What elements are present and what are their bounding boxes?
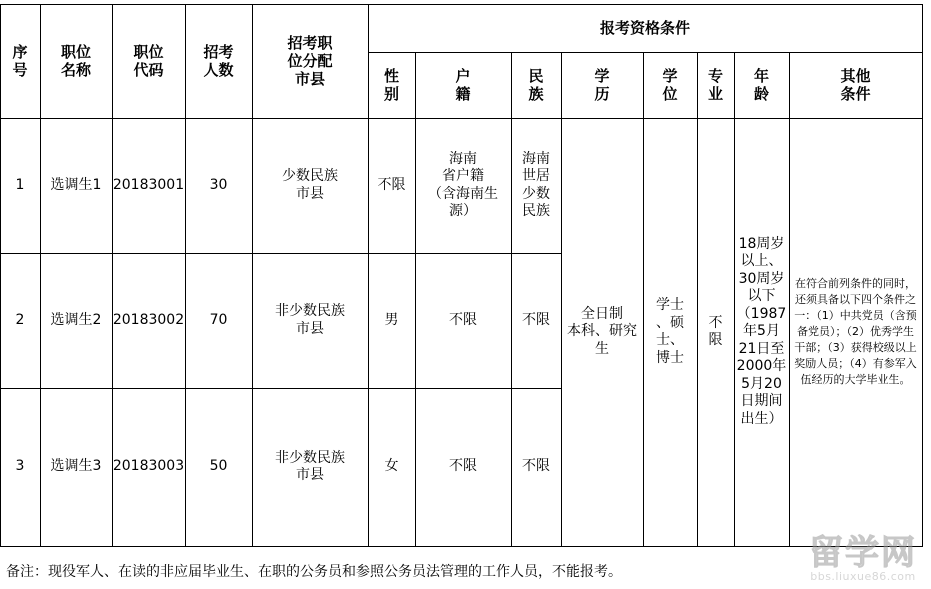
header-household: 户 籍 — [455, 67, 471, 103]
header-seq: 序 号 — [12, 43, 28, 79]
row1-name: 选调生1 — [50, 176, 102, 193]
row3-ethnicity: 不限 — [522, 458, 550, 475]
row2-count: 70 — [209, 311, 228, 328]
row2-name: 选调生2 — [50, 311, 102, 328]
row1-ethnicity: 海南 世居 少数 民族 — [522, 150, 550, 219]
other-conditions-merged: 在符合前列条件的同时，还须具备以下四个条件之一：（1）中共党员（含预备党员）；（2）优秀学生干部；（3）获得校级以上奖励人员；（4）有参军入伍经历的大学毕业生。 — [794, 277, 917, 386]
footnote: 备注：现役军人、在读的非应届毕业生、在职的公务员和参照公务员法管理的工作人员，不能报考。 — [6, 564, 622, 580]
header-recruit-count: 招考 人数 — [203, 43, 234, 79]
row3-code: 20183003 — [112, 458, 185, 475]
row3-location: 非少数民族 市县 — [275, 449, 345, 483]
education-merged: 全日制 本科、研究 生 — [567, 305, 637, 357]
header-position-name: 职位 名称 — [60, 43, 91, 79]
row2-seq: 2 — [15, 311, 25, 328]
row1-seq: 1 — [15, 176, 25, 193]
header-gender: 性 别 — [383, 67, 399, 103]
header-qualifications: 报考资格条件 — [599, 19, 690, 37]
header-age: 年 龄 — [753, 67, 769, 103]
table-line — [0, 546, 923, 547]
header-education: 学 历 — [594, 67, 610, 103]
major-merged: 不 限 — [708, 314, 723, 348]
degree-merged: 学士 、硕 士、 博士 — [656, 297, 684, 366]
row1-gender: 不限 — [377, 176, 406, 193]
watermark-logo-text: 留学网 — [809, 533, 917, 573]
watermark-url: bbs.liuxue86.com — [810, 570, 916, 583]
header-position-code: 职位 代码 — [133, 43, 164, 79]
header-location: 招考职 位分配 市县 — [287, 34, 333, 88]
row3-count: 50 — [209, 458, 228, 475]
row1-count: 30 — [209, 176, 228, 193]
row3-household: 不限 — [449, 458, 477, 475]
header-ethnicity: 民 族 — [528, 67, 544, 103]
row1-location: 少数民族 市县 — [282, 168, 338, 202]
row3-seq: 3 — [15, 458, 25, 475]
row1-code: 20183001 — [112, 176, 185, 193]
row2-location: 非少数民族 市县 — [275, 303, 345, 337]
header-degree: 学 位 — [662, 67, 678, 103]
row1-household: 海南 省户籍 （含海南生 源） — [428, 150, 498, 219]
watermark — [809, 533, 917, 583]
age-merged: 18周岁 以上、 30周岁 以下 （1987 年5月 21日至 2000年 5月20 日期间 出生） — [736, 235, 787, 427]
row2-ethnicity: 不限 — [522, 311, 550, 328]
table-line — [922, 4, 923, 547]
header-other: 其他 条件 — [840, 67, 871, 103]
row2-household: 不限 — [449, 311, 477, 328]
row2-gender: 男 — [384, 311, 399, 328]
row3-gender: 女 — [384, 458, 399, 475]
header-major: 专 业 — [707, 67, 723, 103]
row3-name: 选调生3 — [50, 458, 102, 475]
row2-code: 20183002 — [112, 311, 185, 328]
